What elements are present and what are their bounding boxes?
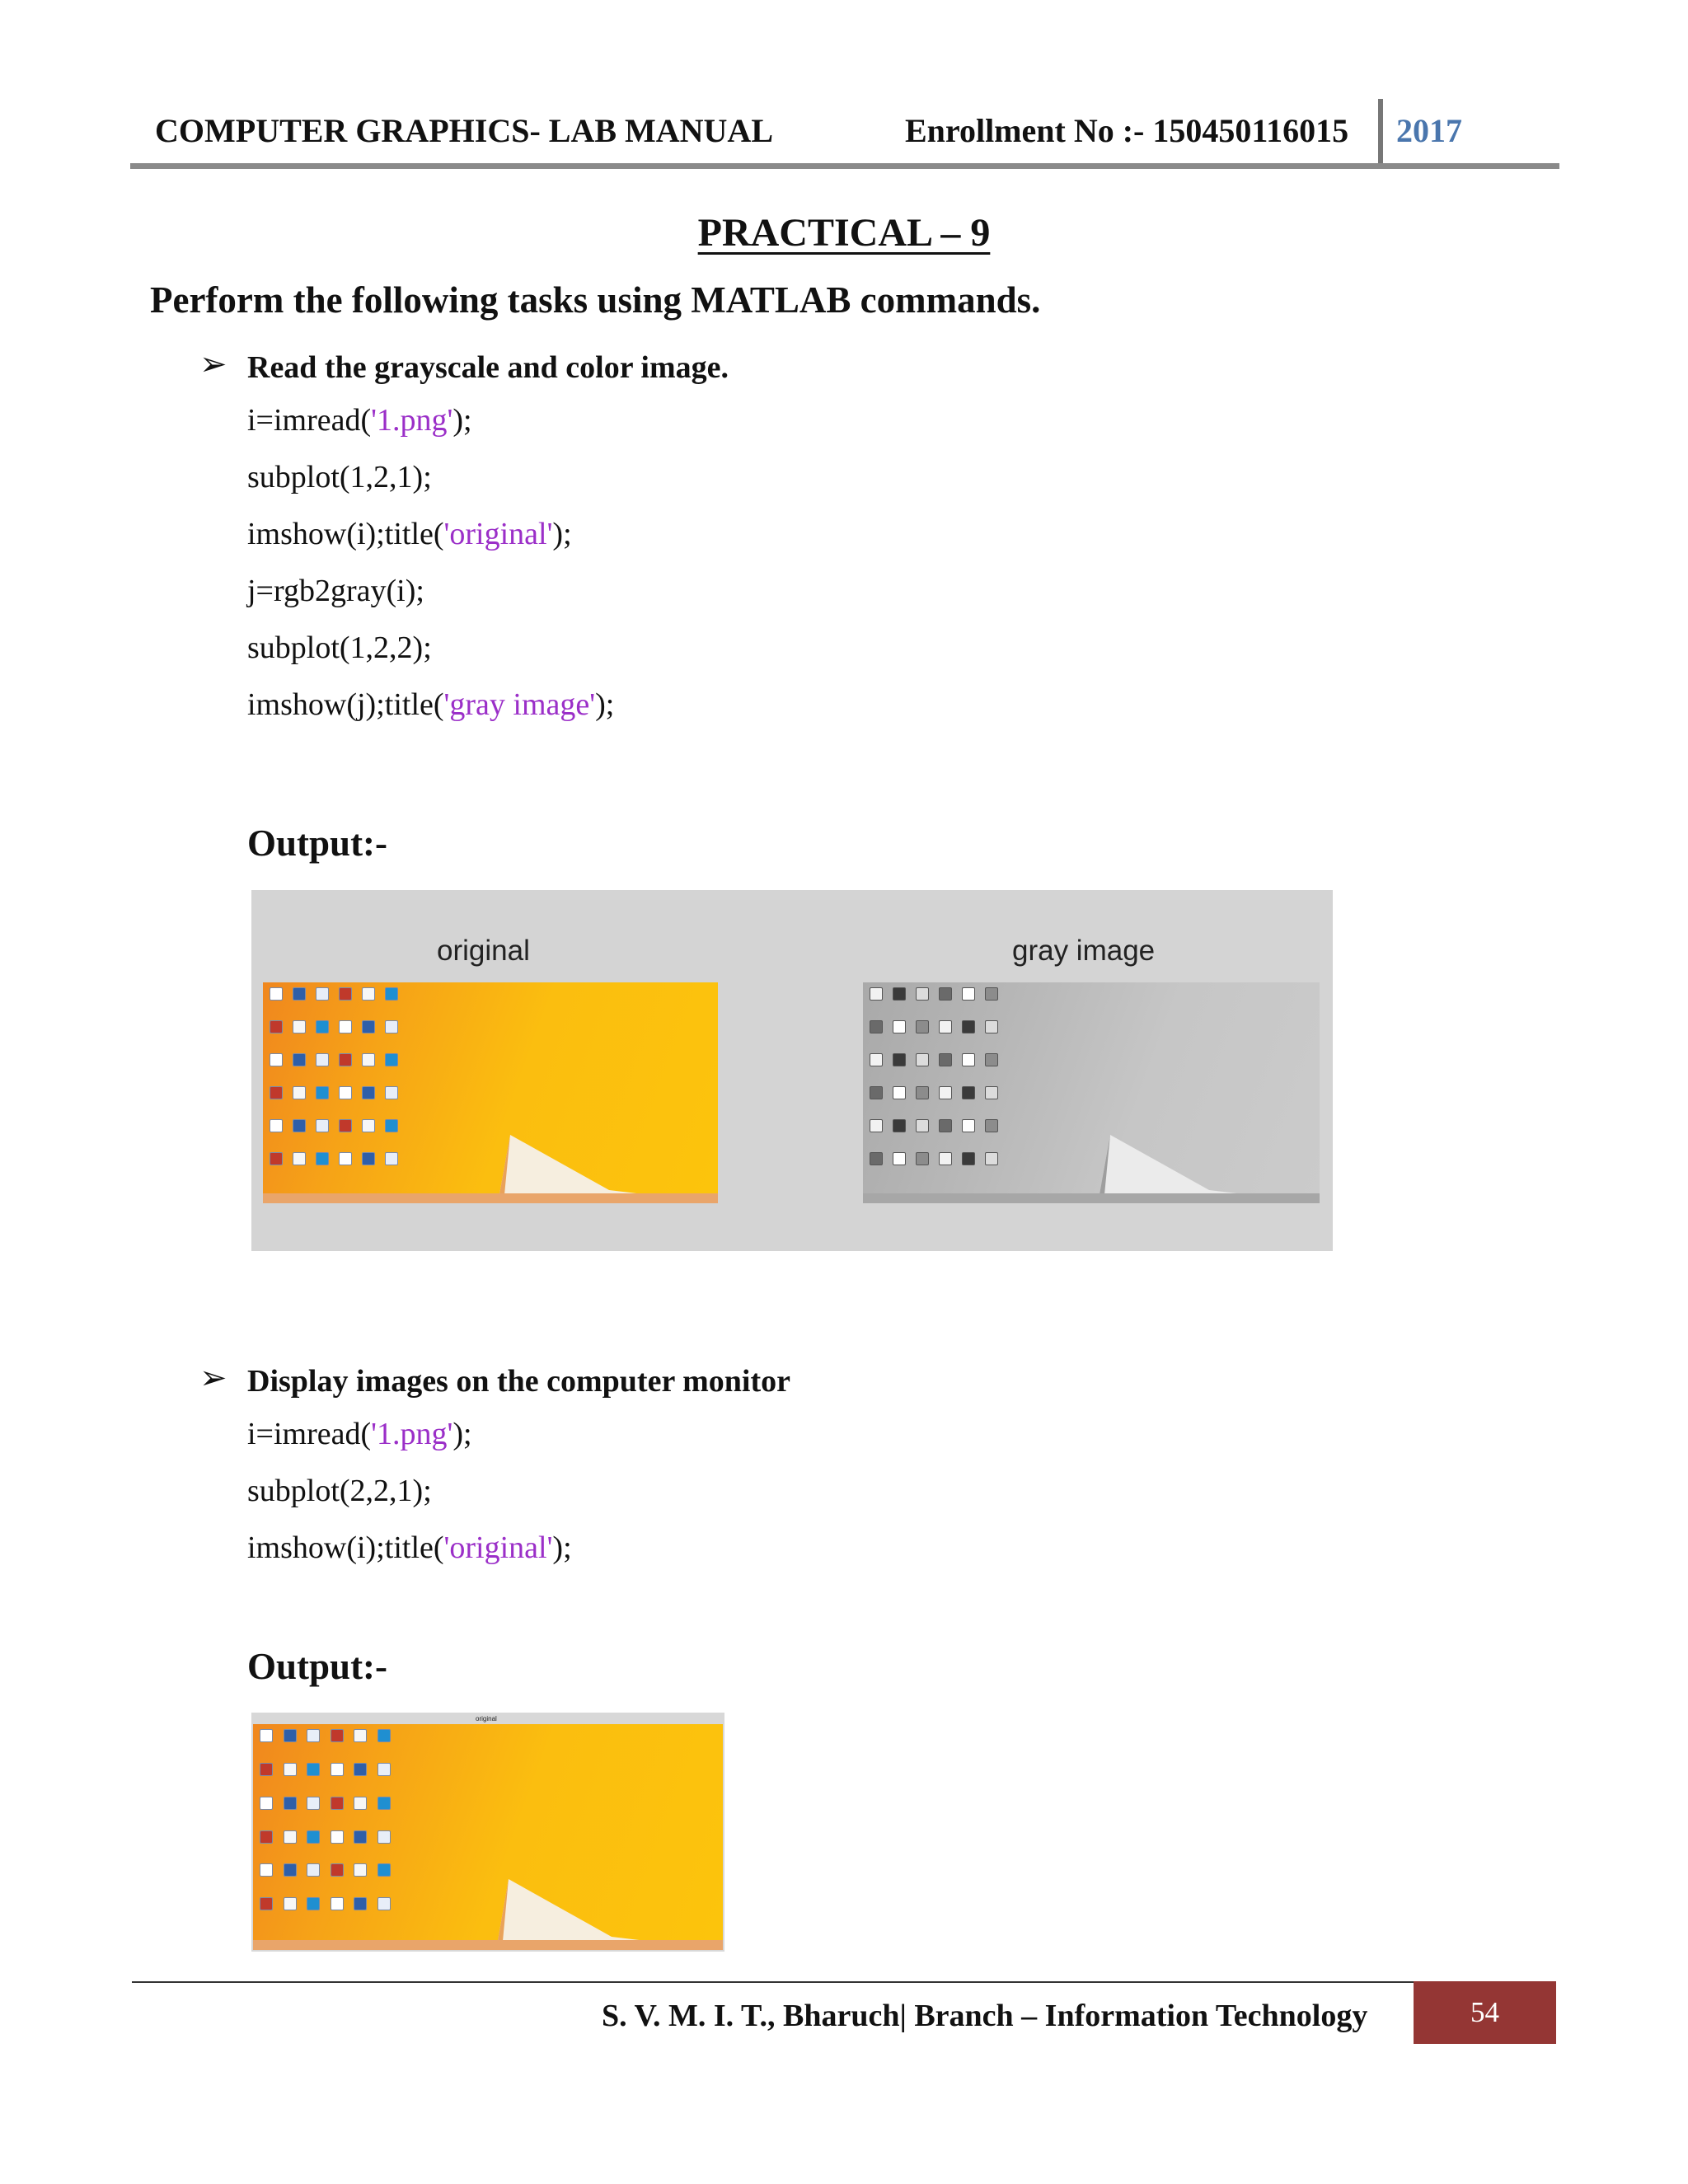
desktop-file-icon <box>385 1053 398 1066</box>
desktop-file-icon <box>916 1053 929 1066</box>
code-line: subplot(1,2,1); <box>247 460 432 494</box>
page-number: 54 <box>1414 1981 1556 2044</box>
desktop-file-icon <box>307 1797 320 1810</box>
task-heading: Display images on the computer monitor <box>247 1364 790 1399</box>
desktop-file-icon <box>307 1763 320 1776</box>
desktop-file-icon <box>870 1086 883 1099</box>
desktop-file-icon <box>260 1763 273 1776</box>
desktop-file-icon <box>316 1119 329 1132</box>
desktop-file-icon <box>893 1086 906 1099</box>
desktop-file-icon <box>385 1152 398 1165</box>
desktop-file-icon <box>260 1797 273 1810</box>
desktop-file-icon <box>962 1086 975 1099</box>
desktop-file-icon <box>985 1053 998 1066</box>
desktop-file-icon <box>362 1086 375 1099</box>
desktop-file-icon <box>284 1797 297 1810</box>
code-line: i=imread('1.png'); <box>247 1417 472 1451</box>
desktop-file-icon <box>362 1152 375 1165</box>
desktop-file-icon <box>260 1729 273 1742</box>
desktop-file-icon <box>385 1086 398 1099</box>
desktop-file-icon <box>362 987 375 1001</box>
desktop-file-icon <box>962 1119 975 1132</box>
wallpaper-shape-gray <box>863 982 1320 1203</box>
desktop-file-icon <box>377 1797 391 1810</box>
desktop-file-icon <box>293 1053 306 1066</box>
desktop-file-icon <box>377 1863 391 1877</box>
desktop-file-icon <box>354 1830 367 1844</box>
code-line: i=imread('1.png'); <box>247 403 472 438</box>
desktop-file-icon <box>293 1152 306 1165</box>
desktop-file-icon <box>339 987 352 1001</box>
desktop-file-icon <box>307 1897 320 1910</box>
desktop-image-color <box>263 982 718 1203</box>
code-line: imshow(j);title('gray image'); <box>247 687 615 722</box>
desktop-file-icon <box>962 1152 975 1165</box>
desktop-file-icon <box>916 1020 929 1033</box>
practical-lead: Perform the following tasks using MATLAB commands. <box>150 279 1041 321</box>
desktop-file-icon <box>354 1863 367 1877</box>
desktop-file-icon <box>870 1020 883 1033</box>
desktop-file-icon <box>284 1830 297 1844</box>
code-line: subplot(1,2,2); <box>247 630 432 665</box>
desktop-file-icon <box>893 1119 906 1132</box>
desktop-image-gray <box>863 982 1320 1203</box>
desktop-file-icon <box>316 987 329 1001</box>
desktop-file-icon <box>354 1897 367 1910</box>
wallpaper-shape <box>263 982 718 1203</box>
desktop-file-icon <box>893 1152 906 1165</box>
panel-title-original-small: original <box>476 1715 497 1722</box>
desktop-file-icon <box>377 1897 391 1910</box>
task-heading: Read the grayscale and color image. <box>247 350 729 385</box>
desktop-file-icon <box>939 1152 952 1165</box>
desktop-file-icon <box>385 1020 398 1033</box>
desktop-file-icon <box>270 1053 283 1066</box>
taskbar <box>263 1193 718 1203</box>
desktop-file-icon <box>316 1020 329 1033</box>
desktop-file-icon <box>916 1119 929 1132</box>
bullet-arrow-icon: ➢ <box>199 1359 227 1396</box>
desktop-file-icon <box>339 1119 352 1132</box>
desktop-file-icon <box>362 1020 375 1033</box>
desktop-file-icon <box>260 1863 273 1877</box>
desktop-file-icon <box>284 1897 297 1910</box>
desktop-file-icon <box>985 1086 998 1099</box>
desktop-file-icon <box>270 1119 283 1132</box>
output-figure-2 <box>251 1713 724 1952</box>
taskbar <box>253 1940 723 1950</box>
desktop-file-icon <box>893 1020 906 1033</box>
desktop-file-icon <box>377 1830 391 1844</box>
desktop-file-icon <box>339 1053 352 1066</box>
desktop-file-icon <box>985 987 998 1001</box>
output-label: Output:- <box>247 1646 388 1687</box>
desktop-file-icon <box>962 987 975 1001</box>
desktop-file-icon <box>331 1797 344 1810</box>
desktop-file-icon <box>307 1729 320 1742</box>
desktop-file-icon <box>385 1119 398 1132</box>
desktop-file-icon <box>354 1729 367 1742</box>
desktop-file-icon <box>339 1086 352 1099</box>
output-label: Output:- <box>247 823 388 864</box>
desktop-file-icon <box>331 1897 344 1910</box>
desktop-file-icon <box>260 1897 273 1910</box>
desktop-file-icon <box>339 1152 352 1165</box>
desktop-file-icon <box>893 987 906 1001</box>
wallpaper-shape <box>253 1724 723 1950</box>
desktop-file-icon <box>385 987 398 1001</box>
desktop-file-icon <box>293 1119 306 1132</box>
footer-text: S. V. M. I. T., Bharuch| Branch – Information Technology <box>602 1999 1368 2033</box>
desktop-file-icon <box>939 1119 952 1132</box>
footer-rule <box>132 1981 1414 1983</box>
desktop-file-icon <box>284 1763 297 1776</box>
practical-title-text: PRACTICAL – 9 <box>697 211 991 255</box>
desktop-file-icon <box>377 1729 391 1742</box>
practical-title <box>0 210 1688 255</box>
code-line: j=rgb2gray(i); <box>247 574 424 608</box>
desktop-file-icon <box>270 1020 283 1033</box>
desktop-file-icon <box>962 1020 975 1033</box>
desktop-file-icon <box>985 1020 998 1033</box>
desktop-file-icon <box>331 1729 344 1742</box>
desktop-file-icon <box>331 1863 344 1877</box>
desktop-file-icon <box>985 1152 998 1165</box>
desktop-file-icon <box>354 1797 367 1810</box>
desktop-file-icon <box>293 1086 306 1099</box>
desktop-file-icon <box>307 1863 320 1877</box>
code-line: imshow(i);title('original'); <box>247 1530 572 1565</box>
desktop-file-icon <box>870 1119 883 1132</box>
desktop-file-icon <box>270 987 283 1001</box>
desktop-file-icon <box>339 1020 352 1033</box>
desktop-file-icon <box>293 1020 306 1033</box>
code-line: imshow(i);title('original'); <box>247 517 572 551</box>
desktop-file-icon <box>331 1763 344 1776</box>
output-figure-1 <box>251 890 1333 1251</box>
desktop-file-icon <box>916 1152 929 1165</box>
desktop-file-icon <box>362 1053 375 1066</box>
desktop-file-icon <box>870 987 883 1001</box>
header-year: 2017 <box>1396 112 1462 149</box>
panel-title-original: original <box>437 935 530 967</box>
desktop-file-icon <box>260 1830 273 1844</box>
desktop-file-icon <box>939 1086 952 1099</box>
desktop-file-icon <box>293 987 306 1001</box>
header-rule <box>130 163 1559 169</box>
desktop-file-icon <box>316 1053 329 1066</box>
desktop-file-icon <box>939 1053 952 1066</box>
desktop-file-icon <box>316 1152 329 1165</box>
header-enrollment: Enrollment No :- 150450116015 <box>905 112 1349 149</box>
desktop-file-icon <box>284 1863 297 1877</box>
desktop-file-icon <box>916 987 929 1001</box>
desktop-file-icon <box>939 1020 952 1033</box>
header-divider <box>1378 99 1383 166</box>
desktop-file-icon <box>377 1763 391 1776</box>
bullet-arrow-icon: ➢ <box>199 345 227 382</box>
desktop-file-icon <box>331 1830 344 1844</box>
desktop-file-icon <box>284 1729 297 1742</box>
desktop-file-icon <box>870 1053 883 1066</box>
desktop-file-icon <box>962 1053 975 1066</box>
taskbar <box>863 1193 1320 1203</box>
desktop-file-icon <box>985 1119 998 1132</box>
panel-title-gray: gray image <box>1012 935 1156 967</box>
desktop-file-icon <box>362 1119 375 1132</box>
header-title: COMPUTER GRAPHICS- LAB MANUAL <box>155 112 773 149</box>
desktop-file-icon <box>916 1086 929 1099</box>
desktop-image-color <box>253 1724 723 1950</box>
desktop-file-icon <box>270 1152 283 1165</box>
desktop-file-icon <box>316 1086 329 1099</box>
desktop-file-icon <box>939 987 952 1001</box>
desktop-file-icon <box>270 1086 283 1099</box>
desktop-file-icon <box>354 1763 367 1776</box>
desktop-file-icon <box>893 1053 906 1066</box>
desktop-file-icon <box>307 1830 320 1844</box>
desktop-file-icon <box>870 1152 883 1165</box>
code-line: subplot(2,2,1); <box>247 1474 432 1508</box>
